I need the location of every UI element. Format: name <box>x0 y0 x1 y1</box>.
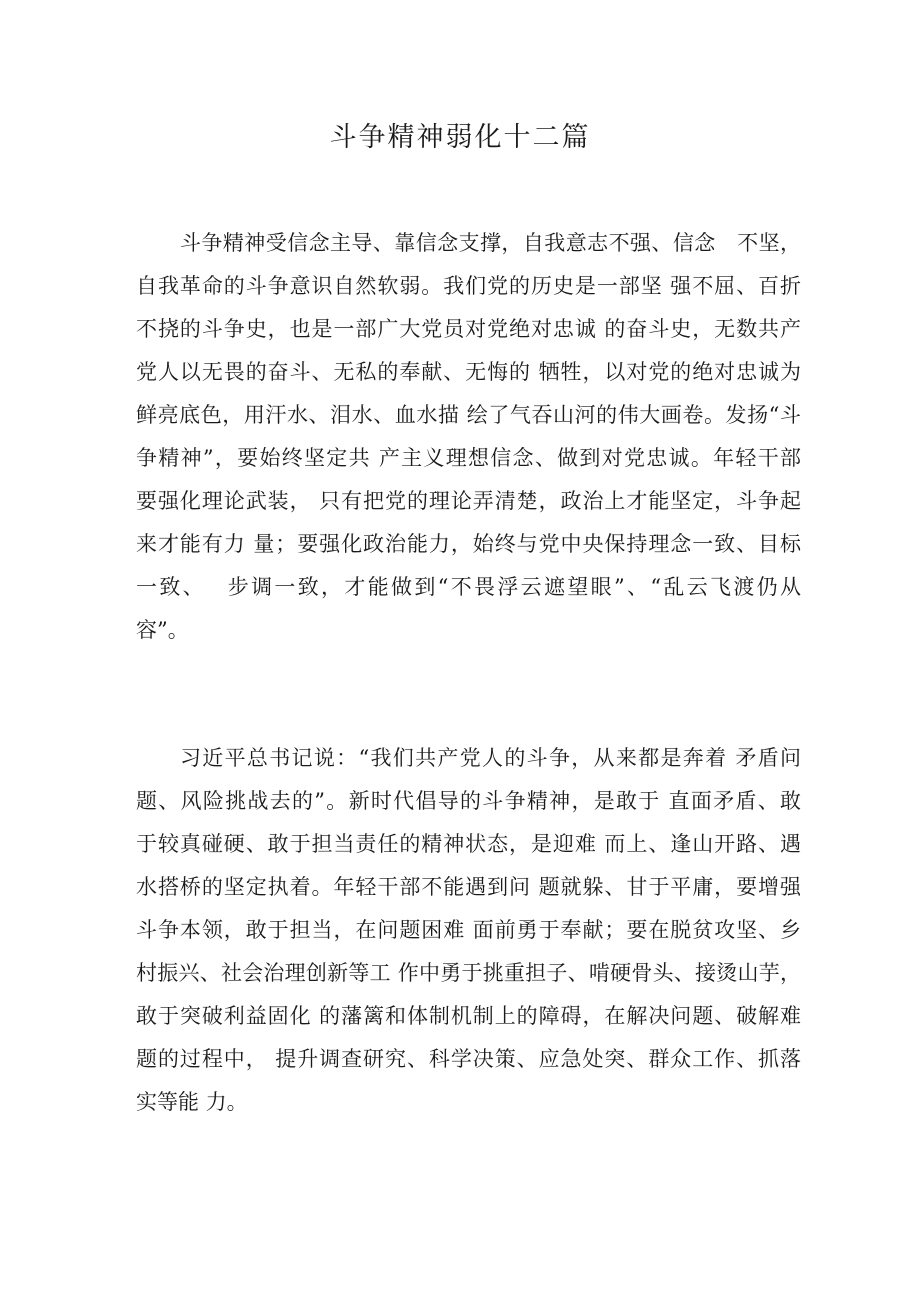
text-line: 不挠的斗争史，也是一部广大党员对党绝对忠诚 的奋斗史，无数共产 <box>136 317 801 341</box>
text-line: 斗争精神受信念主导、靠信念支撑，自我意志不强、信念 不坚， <box>180 231 801 255</box>
document-title: 斗争精神弱化十二篇 <box>329 122 591 153</box>
text-line: 题、风险挑战去的”。新时代倡导的斗争精神，是敢于 直面矛盾、敢 <box>136 789 801 813</box>
text-line: 来才能有力 量；要强化政治能力，始终与党中央保持理念一致、目标 <box>136 532 801 556</box>
text-line: 自我革命的斗争意识自然软弱。我们党的历史是一部坚 强不屈、百折 <box>136 274 801 298</box>
text-line: 于较真碰硬、敢于担当责任的精神状态，是迎难 而上、逢山开路、遇 <box>136 832 801 856</box>
text-line: 一致、 步调一致，才能做到“不畏浮云遮望眼”、“乱云飞渡仍从 <box>136 575 801 599</box>
text-line: 习近平总书记说：“我们共产党人的斗争，从来都是奔着 矛盾问 <box>180 746 801 770</box>
paragraph-1 <box>136 222 801 652</box>
text-line: 争精神”，要始终坚定共 产主义理想信念、做到对党忠诚。年轻干部 <box>136 446 801 470</box>
text-line: 鲜亮底色，用汗水、泪水、血水描 绘了气吞山河的伟大画卷。发扬“斗 <box>136 403 801 427</box>
text-line: 水搭桥的坚定执着。年轻干部不能遇到问 题就躲、甘于平庸，要增强 <box>136 875 801 899</box>
text-line: 实等能 力。 <box>136 1090 248 1114</box>
text-line: 题的过程中， 提升调查研究、科学决策、应急处突、群众工作、抓落 <box>136 1047 801 1071</box>
text-line: 村振兴、社会治理创新等工 作中勇于挑重担子、啃硬骨头、接烫山芋， <box>136 961 801 985</box>
text-line: 容”。 <box>136 618 189 642</box>
paragraph-2 <box>136 737 801 1124</box>
text-line: 敢于突破利益固化 的藩篱和体制机制上的障碍，在解决问题、破解难 <box>136 1004 801 1028</box>
text-line: 要强化理论武装， 只有把党的理论弄清楚，政治上才能坚定，斗争起 <box>136 489 801 513</box>
text-line: 斗争本领，敢于担当，在问题困难 面前勇于奉献；要在脱贫攻坚、乡 <box>136 918 801 942</box>
text-line: 党人以无畏的奋斗、无私的奉献、无悔的 牺牲，以对党的绝对忠诚为 <box>136 360 801 384</box>
